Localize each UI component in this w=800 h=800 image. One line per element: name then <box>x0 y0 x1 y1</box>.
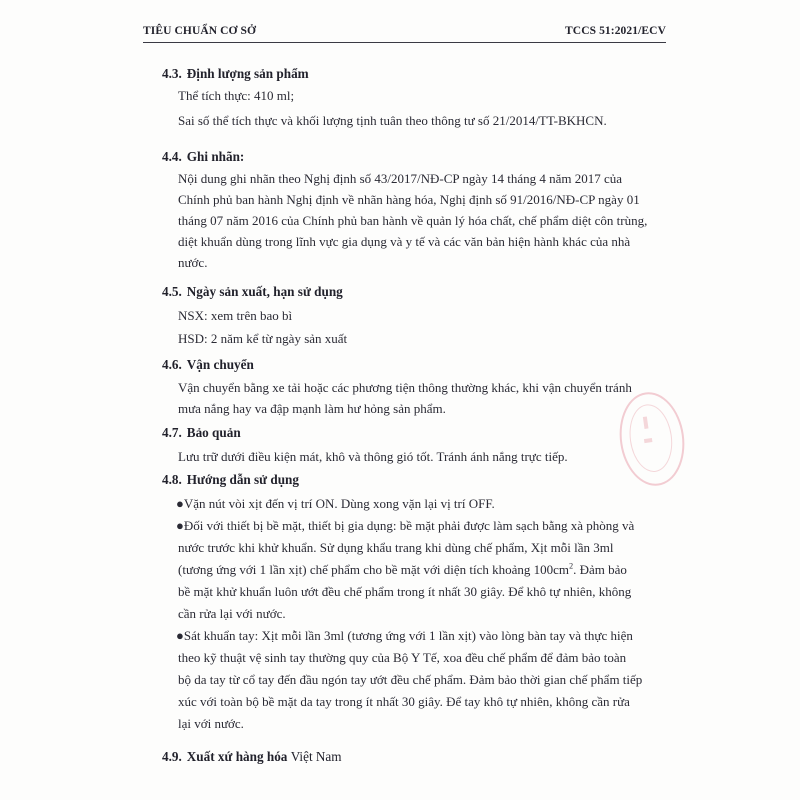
heading-number: 4.4. <box>162 149 182 164</box>
heading-4-3 <box>162 66 309 82</box>
bullet-hand-line-4: xúc với toàn bộ bề mặt da tay trong ít nhất 30 giây. Để tay khô tự nhiên, không cần rửa <box>178 694 630 709</box>
heading-number: 4.5. <box>162 284 182 299</box>
heading-4-4 <box>162 149 244 165</box>
bullet-surface-line-2: nước trước khi khử khuẩn. Sử dụng khẩu trang khi dùng chế phẩm, Xịt mỗi lần 3ml <box>178 540 614 555</box>
heading-number: 4.3. <box>162 66 182 81</box>
para-4-4-line-4: diệt khuẩn dùng trong lĩnh vực gia dụng và y tế và các văn bản hiện hành khác của nhà <box>178 234 631 249</box>
para-4-6-line-1: Vận chuyển bằng xe tải hoặc các phương tiện thông thường khác, khi vận chuyển tránh <box>178 380 632 395</box>
heading-title: Hướng dẫn sử dụng <box>186 472 299 487</box>
heading-title: Ngày sản xuất, hạn sử dụng <box>186 284 343 299</box>
bullet-surface-line-3 <box>178 559 668 580</box>
header-rule <box>143 42 666 43</box>
heading-number: 4.6. <box>162 357 182 372</box>
heading-number: 4.8. <box>162 472 182 487</box>
heading-4-8 <box>162 472 299 488</box>
para-4-7-line-1: Lưu trữ dưới điều kiện mát, khô và thông gió tốt. Tránh ánh nắng trực tiếp. <box>178 449 568 464</box>
bullet-surface-line-1: ●Đối với thiết bị bề mặt, thiết bị gia dụng: bề mặt phải được làm sạch bằng xà phòng và <box>176 518 635 533</box>
heading-number: 4.9. <box>162 749 182 764</box>
bullet-valve-instruction: ●Vặn nút vòi xịt đến vị trí ON. Dùng xong vặn lại vị trí OFF. <box>176 496 495 511</box>
bullet-hand-line-3: bộ da tay từ cổ tay đến đầu ngón tay ướt đều chế phẩm. Đảm bảo thời gian chế phẩm tiếp <box>178 672 643 687</box>
heading-number: 4.7. <box>162 425 182 440</box>
header-standard-code: TCCS 51:2021/ECV <box>565 25 666 37</box>
para-4-4-line-5: nước. <box>178 255 208 270</box>
heading-4-7 <box>162 425 241 441</box>
heading-title: Vận chuyển <box>186 357 254 372</box>
para-4-3-line-1: Thể tích thực: 410 ml; <box>178 88 295 103</box>
para-4-5-line-1: NSX: xem trên bao bì <box>178 308 293 323</box>
bullet-hand-line-1: ●Sát khuẩn tay: Xịt mỗi lần 3ml (tương ứng với 1 lần xịt) vào lòng bàn tay và thực hiện <box>176 628 633 643</box>
heading-title: Ghi nhãn: <box>186 149 245 164</box>
para-4-4-line-3: tháng 07 năm 2016 của Chính phủ ban hành về quản lý hóa chất, chế phẩm diệt côn trùng, <box>178 213 648 228</box>
superscript-2: 2 <box>569 561 574 571</box>
para-4-6-line-2: mưa nắng hay va đập mạnh làm hư hỏng sản phẩm. <box>178 401 446 416</box>
origin-value: Việt Nam <box>290 749 342 764</box>
heading-title: Định lượng sản phẩm <box>186 66 309 81</box>
heading-4-5 <box>162 284 343 300</box>
bullet-surface-line-4: bề mặt khử khuẩn luôn ướt đều chế phẩm trong ít nhất 30 giây. Để khô tự nhiên, không <box>178 584 632 599</box>
heading-title: Xuất xứ hàng hóa <box>186 749 288 764</box>
page-header <box>143 25 666 41</box>
surface-line-3-after: . Đảm bảo <box>573 562 627 577</box>
surface-line-3-text: (tương ứng với 1 lần xịt) chế phẩm cho bề mặt với diện tích khoảng 100cm <box>178 562 570 577</box>
bullet-hand-line-2: theo kỹ thuật vệ sinh tay thường quy của Bộ Y Tế, xoa đều chế phẩm để đảm bảo toàn <box>178 650 627 665</box>
heading-4-9 <box>162 749 342 765</box>
para-4-4-line-2: Chính phủ ban hành Nghị định về nhãn hàng hóa, Nghị định số 91/2016/NĐ-CP ngày 01 <box>178 192 640 207</box>
bullet-hand-line-5: lại với nước. <box>178 716 244 731</box>
para-4-3-line-2: Sai số thể tích thực và khối lượng tịnh tuân theo thông tư số 21/2014/TT-BKHCN. <box>178 113 607 128</box>
para-4-5-line-2: HSD: 2 năm kể từ ngày sản xuất <box>178 331 348 346</box>
heading-4-6 <box>162 357 254 373</box>
bullet-surface-line-5: cần rửa lại với nước. <box>178 606 286 621</box>
header-standard-label: TIÊU CHUẨN CƠ SỞ <box>143 25 257 37</box>
para-4-4-line-1: Nội dung ghi nhãn theo Nghị định số 43/2017/NĐ-CP ngày 14 tháng 4 năm 2017 của <box>178 171 623 186</box>
heading-title: Bảo quản <box>186 425 241 440</box>
